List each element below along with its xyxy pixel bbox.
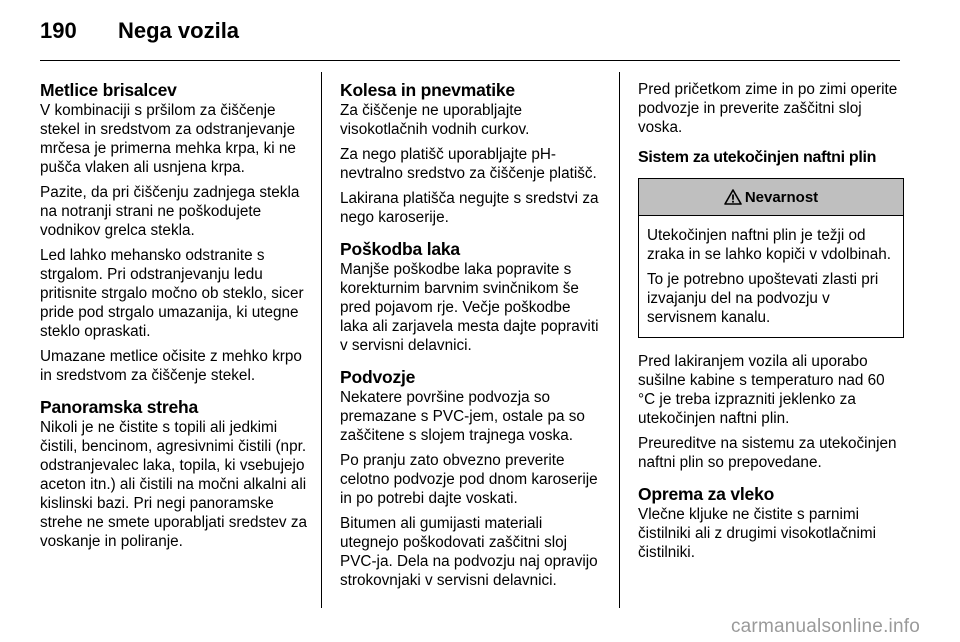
warning-paragraph: Utekočinjen naftni plin je težji od zraka in se lahko kopiči v vdolbinah. bbox=[647, 227, 892, 263]
paragraph: Bitumen ali gumijasti materiali utegnejo poškodovati zaščitni sloj PVC-ja. Dela na podvozju naj opravijo strokovnjaki v servisni delavnici. bbox=[340, 515, 598, 589]
heading-towing-equipment: Oprema za vleko bbox=[638, 484, 775, 504]
column-1 bbox=[40, 80, 308, 557]
paragraph: Nikoli je ne čistite s topili ali jedkimi čistili, bencinom, agresivnimi čistili (npr. odstranjevalec laka, topila, ki vsebujejo aceton itn.) ali čistili na močni alkalni ali kislinski bazi. Pri negi panoramske strehe ne smete uporabljati sredstev za voskanje in poliranje. bbox=[40, 419, 307, 550]
column-divider bbox=[619, 72, 620, 608]
paragraph: V kombinaciji s pršilom za čiščenje stekel in sredstvom za odstranjevanje mrčesa je primerna mehka krpa, ki ne pušča vlaken ali usnjena krpa. bbox=[40, 102, 296, 176]
heading-lpg-system: Sistem za utekočinjen naftni plin bbox=[638, 149, 877, 166]
paragraph: Lakirana platišča negujte s sredstvi za nego karoserije. bbox=[340, 190, 599, 226]
paragraph: Pazite, da pri čiščenju zadnjega stekla na notranji strani ne poškodujete vodnikov grelca stekla. bbox=[40, 184, 300, 239]
paragraph: Vlečne kljuke ne čistite s parnimi čistilniki ali z drugimi visokotlačnimi čistilniki. bbox=[638, 506, 877, 561]
heading-wipers: Metlice brisalcev bbox=[40, 80, 177, 100]
paragraph: Za nego platišč uporabljajte pH-nevtralno sredstvo za čiščenje platišč. bbox=[340, 146, 597, 182]
paragraph: Za čiščenje ne uporabljajte visokotlačnih vodnih curkov. bbox=[340, 102, 530, 138]
column-3 bbox=[638, 80, 904, 568]
heading-underbody: Podvozje bbox=[340, 367, 416, 387]
warning-paragraph: To je potrebno upoštevati zlasti pri izvajanju del na podvozju v servisnem kanalu. bbox=[647, 271, 879, 326]
paragraph: Led lahko mehansko odstranite s strgalom. Pri odstranjevanju ledu pritisnite strgalo močno ob steklo, sicer pride pod strgalo umazanija, ki utegne steklo opraskati. bbox=[40, 247, 304, 340]
heading-panoramic-roof: Panoramska streha bbox=[40, 397, 199, 417]
warning-triangle-icon bbox=[724, 189, 742, 205]
heading-paint-damage: Poškodba laka bbox=[340, 239, 460, 259]
page-title: Nega vozila bbox=[118, 18, 240, 43]
paragraph: Pred lakiranjem vozila ali uporabo sušilne kabine s temperaturo nad 60 °C je treba izprazniti jeklenko za utekočinjen naftni plin. bbox=[638, 353, 885, 427]
page-number: 190 bbox=[40, 18, 77, 43]
page-header bbox=[40, 18, 239, 48]
warning-title: Nevarnost bbox=[744, 188, 819, 206]
watermark: carmanualsonline.info bbox=[730, 616, 920, 637]
paragraph: Umazane metlice očisite z mehko krpo in sredstvom za čiščenje stekel. bbox=[40, 348, 302, 384]
warning-box bbox=[638, 178, 904, 338]
paragraph: Preureditve na sistemu za utekočinjen naftni plin so prepovedane. bbox=[638, 435, 897, 471]
warning-header bbox=[639, 179, 903, 216]
paragraph: Po pranju zato obvezno preverite celotno podvozje pod dnom karoserije in po potrebi dajte voskati. bbox=[340, 452, 598, 507]
header-divider bbox=[40, 60, 900, 61]
paragraph: Manjše poškodbe laka popravite s korekturnim barvnim svinčnikom še pred pojavom rje. Večje poškodbe laka ali zarjavela mesta dajte popraviti v servisni delavnici. bbox=[340, 261, 599, 354]
heading-wheels-tyres: Kolesa in pnevmatike bbox=[340, 80, 515, 100]
column-2 bbox=[340, 80, 602, 596]
warning-body bbox=[639, 216, 903, 337]
paragraph: Pred pričetkom zime in po zimi operite podvozje in preverite zaščitni sloj voska. bbox=[638, 81, 898, 136]
column-divider bbox=[321, 72, 322, 608]
paragraph: Nekatere površine podvozja so premazane s PVC-jem, ostale pa so zaščitene s slojem trajnega voska. bbox=[340, 389, 585, 444]
